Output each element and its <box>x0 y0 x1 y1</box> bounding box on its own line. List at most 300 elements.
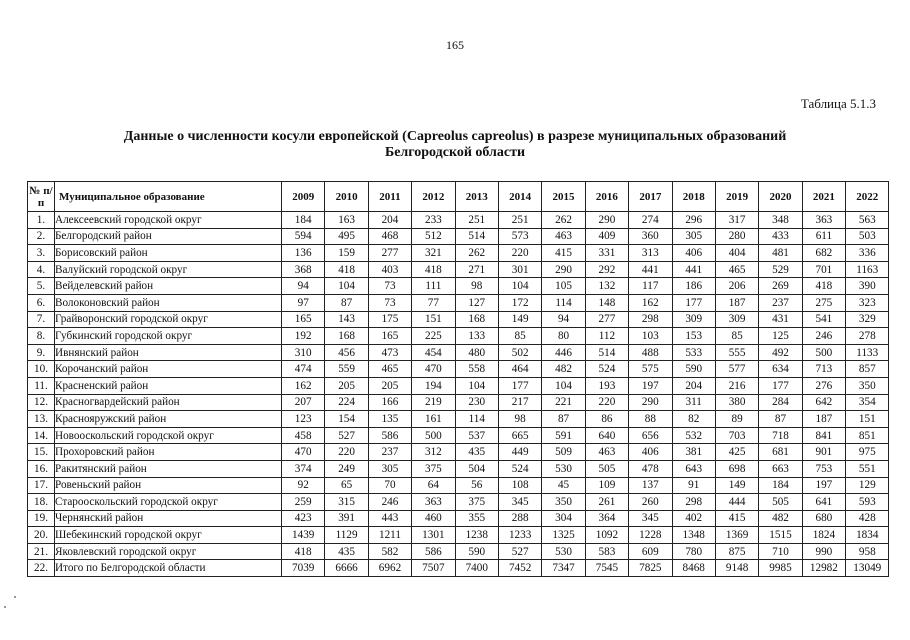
municipality-name: Белгородский район <box>55 228 282 245</box>
count-cell: 505 <box>759 494 802 511</box>
count-cell: 380 <box>715 394 758 411</box>
count-cell: 305 <box>368 460 411 477</box>
count-cell: 586 <box>412 543 455 560</box>
count-cell: 363 <box>412 494 455 511</box>
roe-deer-population-table <box>27 181 889 577</box>
count-cell: 555 <box>715 344 758 361</box>
table-row <box>28 510 889 527</box>
count-cell: 137 <box>629 477 672 494</box>
row-number: 1. <box>28 212 55 229</box>
count-cell: 251 <box>498 212 541 229</box>
count-cell: 465 <box>715 261 758 278</box>
table-row <box>28 377 889 394</box>
count-cell: 151 <box>412 311 455 328</box>
count-cell: 463 <box>542 228 585 245</box>
header-year: 2016 <box>585 182 628 212</box>
count-cell: 104 <box>498 278 541 295</box>
count-cell: 464 <box>498 361 541 378</box>
count-cell: 87 <box>759 411 802 428</box>
count-cell: 590 <box>455 543 498 560</box>
count-cell: 89 <box>715 411 758 428</box>
header-year: 2021 <box>802 182 845 212</box>
count-cell: 216 <box>715 377 758 394</box>
count-cell: 480 <box>455 344 498 361</box>
count-cell: 563 <box>846 212 889 229</box>
count-cell: 184 <box>759 477 802 494</box>
count-cell: 165 <box>368 328 411 345</box>
header-year: 2009 <box>282 182 325 212</box>
count-cell: 375 <box>455 494 498 511</box>
count-cell: 159 <box>325 245 368 262</box>
count-cell: 259 <box>282 494 325 511</box>
count-cell: 7400 <box>455 560 498 577</box>
count-cell: 381 <box>672 444 715 461</box>
count-cell: 418 <box>282 543 325 560</box>
municipality-name: Корочанский район <box>55 361 282 378</box>
count-cell: 132 <box>585 278 628 295</box>
count-cell: 418 <box>412 261 455 278</box>
table-body <box>28 212 889 577</box>
count-cell: 94 <box>282 278 325 295</box>
count-cell: 500 <box>802 344 845 361</box>
count-cell: 444 <box>715 494 758 511</box>
count-cell: 403 <box>368 261 411 278</box>
count-cell: 470 <box>282 444 325 461</box>
count-cell: 153 <box>672 328 715 345</box>
count-cell: 1369 <box>715 527 758 544</box>
count-cell: 151 <box>846 411 889 428</box>
header-year: 2014 <box>498 182 541 212</box>
count-cell: 329 <box>846 311 889 328</box>
count-cell: 205 <box>368 377 411 394</box>
count-cell: 710 <box>759 543 802 560</box>
count-cell: 277 <box>585 311 628 328</box>
count-cell: 7039 <box>282 560 325 577</box>
count-cell: 149 <box>715 477 758 494</box>
count-cell: 402 <box>672 510 715 527</box>
row-number: 17. <box>28 477 55 494</box>
count-cell: 143 <box>325 311 368 328</box>
table-row <box>28 344 889 361</box>
count-cell: 406 <box>629 444 672 461</box>
count-cell: 220 <box>585 394 628 411</box>
count-cell: 207 <box>282 394 325 411</box>
count-cell: 187 <box>715 294 758 311</box>
count-cell: 127 <box>455 294 498 311</box>
row-number: 14. <box>28 427 55 444</box>
row-number: 20. <box>28 527 55 544</box>
count-cell: 114 <box>542 294 585 311</box>
count-cell: 104 <box>542 377 585 394</box>
table-row <box>28 212 889 229</box>
count-cell: 446 <box>542 344 585 361</box>
count-cell: 85 <box>498 328 541 345</box>
count-cell: 851 <box>846 427 889 444</box>
count-cell: 713 <box>802 361 845 378</box>
count-cell: 288 <box>498 510 541 527</box>
count-cell: 336 <box>846 245 889 262</box>
header-year: 2015 <box>542 182 585 212</box>
count-cell: 9148 <box>715 560 758 577</box>
municipality-name: Волоконовский район <box>55 294 282 311</box>
count-cell: 482 <box>759 510 802 527</box>
count-cell: 82 <box>672 411 715 428</box>
count-cell: 1325 <box>542 527 585 544</box>
count-cell: 1228 <box>629 527 672 544</box>
count-cell: 558 <box>455 361 498 378</box>
count-cell: 88 <box>629 411 672 428</box>
count-cell: 390 <box>846 278 889 295</box>
table-row <box>28 311 889 328</box>
row-number: 7. <box>28 311 55 328</box>
count-cell: 1129 <box>325 527 368 544</box>
count-cell: 280 <box>715 228 758 245</box>
table-row <box>28 278 889 295</box>
municipality-name: Старооскольский городской округ <box>55 494 282 511</box>
count-cell: 7545 <box>585 560 628 577</box>
count-cell: 73 <box>368 294 411 311</box>
count-cell: 87 <box>542 411 585 428</box>
header-year: 2017 <box>629 182 672 212</box>
count-cell: 463 <box>585 444 628 461</box>
count-cell: 504 <box>455 460 498 477</box>
count-cell: 433 <box>759 228 802 245</box>
count-cell: 168 <box>325 328 368 345</box>
row-number: 9. <box>28 344 55 361</box>
count-cell: 109 <box>585 477 628 494</box>
table-row <box>28 560 889 577</box>
table-row <box>28 245 889 262</box>
count-cell: 85 <box>715 328 758 345</box>
count-cell: 586 <box>368 427 411 444</box>
count-cell: 233 <box>412 212 455 229</box>
row-number: 15. <box>28 444 55 461</box>
row-number: 19. <box>28 510 55 527</box>
count-cell: 193 <box>585 377 628 394</box>
municipality-name: Губкинский городской округ <box>55 328 282 345</box>
count-cell: 278 <box>846 328 889 345</box>
count-cell: 481 <box>759 245 802 262</box>
count-cell: 237 <box>759 294 802 311</box>
count-cell: 111 <box>412 278 455 295</box>
count-cell: 70 <box>368 477 411 494</box>
count-cell: 529 <box>759 261 802 278</box>
count-cell: 345 <box>629 510 672 527</box>
row-number: 11. <box>28 377 55 394</box>
municipality-name: Вейделевский район <box>55 278 282 295</box>
count-cell: 284 <box>759 394 802 411</box>
count-cell: 551 <box>846 460 889 477</box>
count-cell: 114 <box>455 411 498 428</box>
municipality-name: Алексеевский городской округ <box>55 212 282 229</box>
count-cell: 7452 <box>498 560 541 577</box>
count-cell: 45 <box>542 477 585 494</box>
count-cell: 290 <box>585 212 628 229</box>
count-cell: 573 <box>498 228 541 245</box>
count-cell: 348 <box>759 212 802 229</box>
count-cell: 423 <box>282 510 325 527</box>
count-cell: 194 <box>412 377 455 394</box>
count-cell: 312 <box>412 444 455 461</box>
count-cell: 1163 <box>846 261 889 278</box>
count-cell: 186 <box>672 278 715 295</box>
municipality-name: Шебекинский городской округ <box>55 527 282 544</box>
count-cell: 204 <box>672 377 715 394</box>
count-cell: 175 <box>368 311 411 328</box>
count-cell: 298 <box>629 311 672 328</box>
count-cell: 13049 <box>846 560 889 577</box>
count-cell: 698 <box>715 460 758 477</box>
count-cell: 533 <box>672 344 715 361</box>
count-cell: 611 <box>802 228 845 245</box>
count-cell: 87 <box>325 294 368 311</box>
count-cell: 296 <box>672 212 715 229</box>
count-cell: 309 <box>715 311 758 328</box>
count-cell: 583 <box>585 543 628 560</box>
count-cell: 161 <box>412 411 455 428</box>
table-row <box>28 361 889 378</box>
count-cell: 220 <box>498 245 541 262</box>
count-cell: 656 <box>629 427 672 444</box>
count-cell: 1834 <box>846 527 889 544</box>
count-cell: 418 <box>802 278 845 295</box>
table-row <box>28 261 889 278</box>
count-cell: 460 <box>412 510 455 527</box>
count-cell: 594 <box>282 228 325 245</box>
count-cell: 162 <box>282 377 325 394</box>
count-cell: 753 <box>802 460 845 477</box>
count-cell: 524 <box>585 361 628 378</box>
count-cell: 532 <box>672 427 715 444</box>
count-cell: 163 <box>325 212 368 229</box>
municipality-name: Борисовский район <box>55 245 282 262</box>
count-cell: 311 <box>672 394 715 411</box>
municipality-name: Ракитянский район <box>55 460 282 477</box>
count-cell: 391 <box>325 510 368 527</box>
count-cell: 125 <box>759 328 802 345</box>
count-cell: 309 <box>672 311 715 328</box>
row-number: 6. <box>28 294 55 311</box>
count-cell: 261 <box>585 494 628 511</box>
count-cell: 129 <box>846 477 889 494</box>
table-row <box>28 460 889 477</box>
municipality-name: Ровеньский район <box>55 477 282 494</box>
count-cell: 443 <box>368 510 411 527</box>
count-cell: 6666 <box>325 560 368 577</box>
count-cell: 1133 <box>846 344 889 361</box>
count-cell: 901 <box>802 444 845 461</box>
count-cell: 136 <box>282 245 325 262</box>
count-cell: 350 <box>542 494 585 511</box>
count-cell: 415 <box>542 245 585 262</box>
count-cell: 246 <box>368 494 411 511</box>
count-cell: 1824 <box>802 527 845 544</box>
count-cell: 310 <box>282 344 325 361</box>
row-number: 22. <box>28 560 55 577</box>
count-cell: 8468 <box>672 560 715 577</box>
count-cell: 363 <box>802 212 845 229</box>
count-cell: 104 <box>455 377 498 394</box>
count-cell: 117 <box>629 278 672 295</box>
count-cell: 168 <box>455 311 498 328</box>
header-name: Муниципальное образование <box>55 182 282 212</box>
count-cell: 77 <box>412 294 455 311</box>
count-cell: 435 <box>325 543 368 560</box>
count-cell: 1301 <box>412 527 455 544</box>
count-cell: 514 <box>455 228 498 245</box>
count-cell: 251 <box>455 212 498 229</box>
count-cell: 875 <box>715 543 758 560</box>
count-cell: 360 <box>629 228 672 245</box>
count-cell: 503 <box>846 228 889 245</box>
count-cell: 108 <box>498 477 541 494</box>
count-cell: 290 <box>542 261 585 278</box>
municipality-name: Красненский район <box>55 377 282 394</box>
count-cell: 718 <box>759 427 802 444</box>
count-cell: 205 <box>325 377 368 394</box>
count-cell: 166 <box>368 394 411 411</box>
count-cell: 591 <box>542 427 585 444</box>
count-cell: 582 <box>368 543 411 560</box>
count-cell: 224 <box>325 394 368 411</box>
count-cell: 92 <box>282 477 325 494</box>
table-row <box>28 527 889 544</box>
count-cell: 204 <box>368 212 411 229</box>
municipality-name: Красногвардейский район <box>55 394 282 411</box>
count-cell: 665 <box>498 427 541 444</box>
count-cell: 456 <box>325 344 368 361</box>
row-number: 3. <box>28 245 55 262</box>
count-cell: 541 <box>802 311 845 328</box>
count-cell: 135 <box>368 411 411 428</box>
count-cell: 7507 <box>412 560 455 577</box>
count-cell: 197 <box>802 477 845 494</box>
count-cell: 165 <box>282 311 325 328</box>
count-cell: 495 <box>325 228 368 245</box>
count-cell: 492 <box>759 344 802 361</box>
count-cell: 321 <box>412 245 455 262</box>
count-cell: 345 <box>498 494 541 511</box>
count-cell: 315 <box>325 494 368 511</box>
count-cell: 643 <box>672 460 715 477</box>
count-cell: 1211 <box>368 527 411 544</box>
count-cell: 274 <box>629 212 672 229</box>
count-cell: 375 <box>412 460 455 477</box>
count-cell: 527 <box>325 427 368 444</box>
count-cell: 276 <box>802 377 845 394</box>
count-cell: 577 <box>715 361 758 378</box>
count-cell: 975 <box>846 444 889 461</box>
count-cell: 6962 <box>368 560 411 577</box>
count-cell: 197 <box>629 377 672 394</box>
count-cell: 488 <box>629 344 672 361</box>
count-cell: 304 <box>542 510 585 527</box>
count-cell: 502 <box>498 344 541 361</box>
count-cell: 482 <box>542 361 585 378</box>
table-row <box>28 394 889 411</box>
count-cell: 441 <box>629 261 672 278</box>
count-cell: 192 <box>282 328 325 345</box>
count-cell: 56 <box>455 477 498 494</box>
count-cell: 1092 <box>585 527 628 544</box>
count-cell: 271 <box>455 261 498 278</box>
count-cell: 225 <box>412 328 455 345</box>
header-year: 2018 <box>672 182 715 212</box>
count-cell: 454 <box>412 344 455 361</box>
count-cell: 262 <box>542 212 585 229</box>
count-cell: 292 <box>585 261 628 278</box>
count-cell: 415 <box>715 510 758 527</box>
count-cell: 148 <box>585 294 628 311</box>
count-cell: 609 <box>629 543 672 560</box>
count-cell: 634 <box>759 361 802 378</box>
table-row <box>28 477 889 494</box>
count-cell: 133 <box>455 328 498 345</box>
header-year: 2010 <box>325 182 368 212</box>
scan-speck <box>4 606 6 608</box>
count-cell: 512 <box>412 228 455 245</box>
count-cell: 514 <box>585 344 628 361</box>
count-cell: 206 <box>715 278 758 295</box>
municipality-name: Прохоровский район <box>55 444 282 461</box>
count-cell: 368 <box>282 261 325 278</box>
header-year: 2020 <box>759 182 802 212</box>
count-cell: 527 <box>498 543 541 560</box>
count-cell: 441 <box>672 261 715 278</box>
count-cell: 458 <box>282 427 325 444</box>
header-year: 2012 <box>412 182 455 212</box>
municipality-name: Яковлевский городской округ <box>55 543 282 560</box>
header-year: 2011 <box>368 182 411 212</box>
table-row <box>28 444 889 461</box>
count-cell: 857 <box>846 361 889 378</box>
count-cell: 663 <box>759 460 802 477</box>
title-line-1: Данные о численности косули европейской (Capreolus capreolus) в разрезе муниципальных образований <box>123 129 787 144</box>
count-cell: 230 <box>455 394 498 411</box>
count-cell: 177 <box>759 377 802 394</box>
count-cell: 500 <box>412 427 455 444</box>
count-cell: 524 <box>498 460 541 477</box>
count-cell: 1238 <box>455 527 498 544</box>
header-year: 2013 <box>455 182 498 212</box>
count-cell: 98 <box>498 411 541 428</box>
count-cell: 172 <box>498 294 541 311</box>
count-cell: 123 <box>282 411 325 428</box>
count-cell: 154 <box>325 411 368 428</box>
row-number: 2. <box>28 228 55 245</box>
count-cell: 313 <box>629 245 672 262</box>
table-row <box>28 411 889 428</box>
row-number: 10. <box>28 361 55 378</box>
count-cell: 1233 <box>498 527 541 544</box>
count-cell: 64 <box>412 477 455 494</box>
count-cell: 65 <box>325 477 368 494</box>
row-number: 8. <box>28 328 55 345</box>
count-cell: 290 <box>629 394 672 411</box>
count-cell: 269 <box>759 278 802 295</box>
table-header-row <box>28 182 889 212</box>
count-cell: 1439 <box>282 527 325 544</box>
count-cell: 249 <box>325 460 368 477</box>
count-cell: 642 <box>802 394 845 411</box>
count-cell: 590 <box>672 361 715 378</box>
count-cell: 80 <box>542 328 585 345</box>
count-cell: 505 <box>585 460 628 477</box>
count-cell: 364 <box>585 510 628 527</box>
count-cell: 470 <box>412 361 455 378</box>
municipality-name: Чернянский район <box>55 510 282 527</box>
count-cell: 104 <box>325 278 368 295</box>
